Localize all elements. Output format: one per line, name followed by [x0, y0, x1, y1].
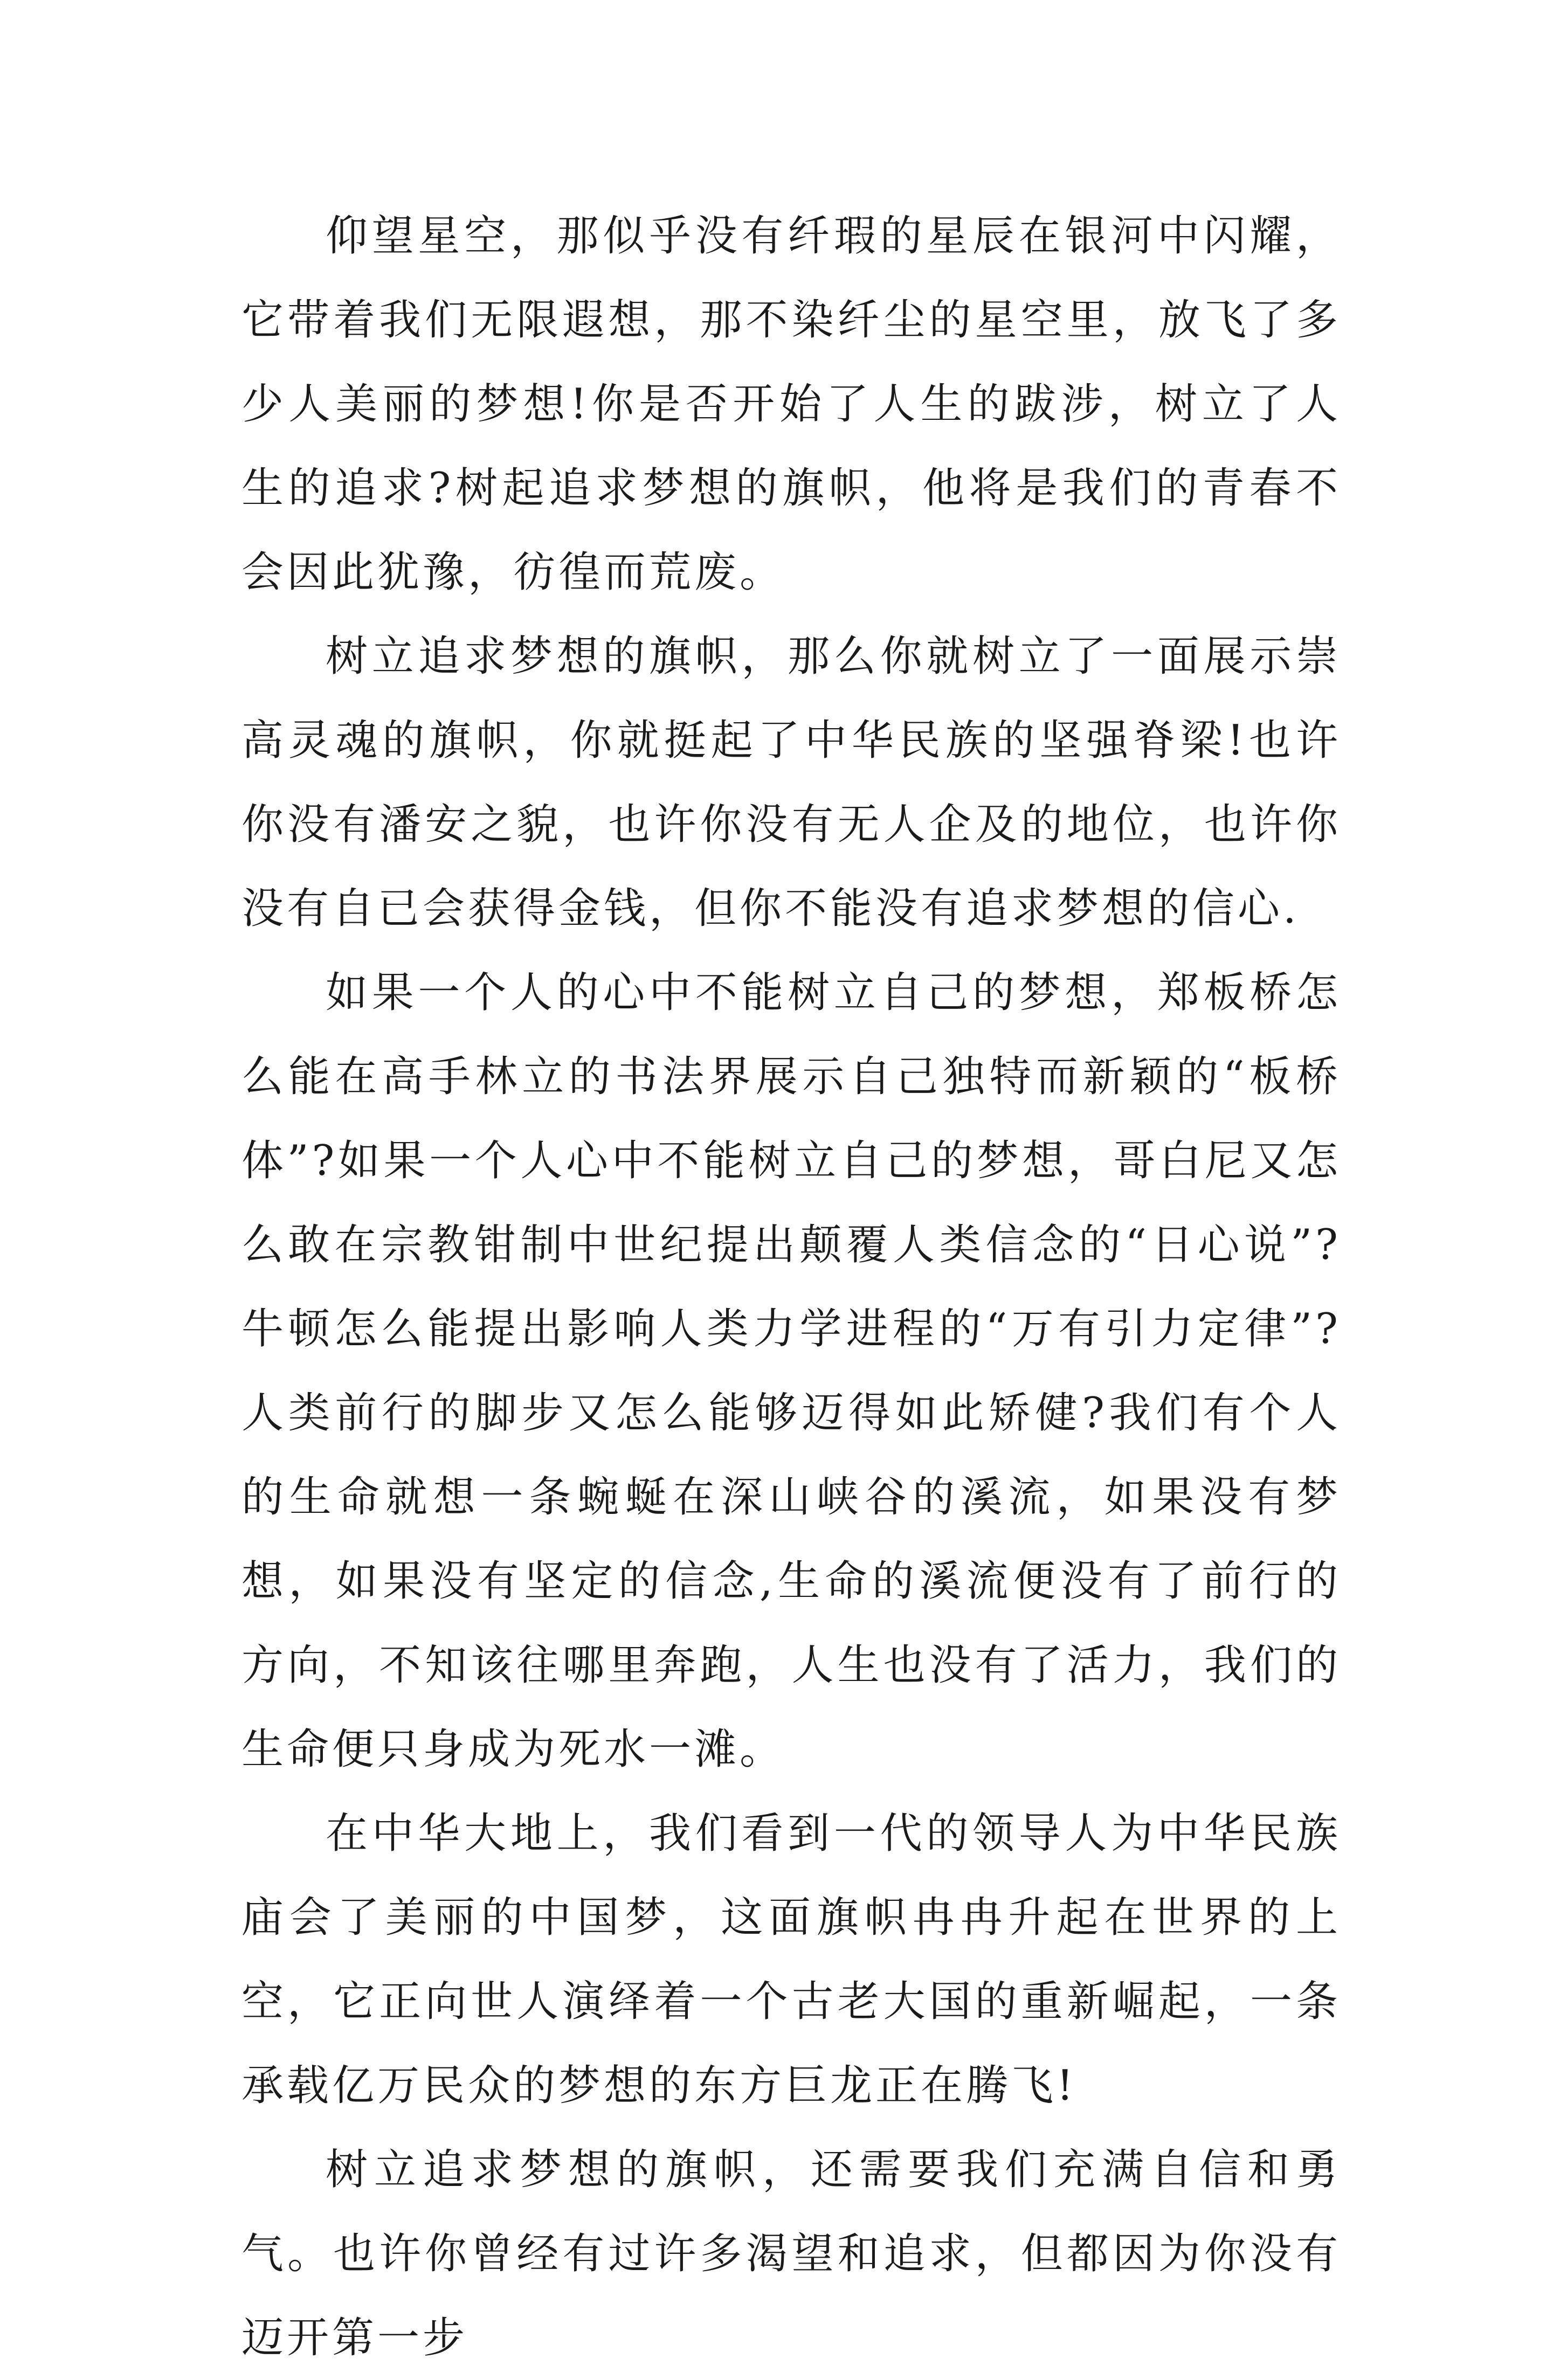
paragraph-4: 在中华大地上，我们看到一代的领导人为中华民族庙会了美丽的中国梦，这面旗帜冉冉升起在世界的上空，它正向世人演绎着一个古老大国的重新崛起，一条承载亿万民众的梦想的东方巨龙正在腾飞! — [241, 1809, 1341, 2110]
paragraph-5: 树立追求梦想的旗帜，还需要我们充满自信和勇气。也许你曾经有过许多渴望和追求，但都因为你没有迈开第一步 — [241, 2146, 1341, 2362]
paragraph-3: 如果一个人的心中不能树立自己的梦想，郑板桥怎么能在高手林立的书法界展示自己独特而新颖的“板桥体”?如果一个人心中不能树立自己的梦想，哥白尼又怎么敢在宗教钳制中世纪提出颠覆人类信念的“日心说”?牛顿怎么能提出影响人类力学进程的“万有引力定律”?人类前行的脚步又怎么能够迈得如此矫健?我们有个人的生命就想一条蜿蜒在深山峡谷的溪流，如果没有梦想，如果没有坚定的信念,生命的溪流便没有了前行的方向，不知该往哪里奔跑，人生也没有了活力，我们的生命便只身成为死水一滩。 — [241, 968, 1341, 1774]
document-body — [241, 194, 1341, 2380]
paragraph-1: 仰望星空，那似乎没有纤瑕的星辰在银河中闪耀，它带着我们无限遐想，那不染纤尘的星空里，放飞了多少人美丽的梦想!你是否开始了人生的跋涉，树立了人生的追求?树起追求梦想的旗帜，他将是我们的青春不会因此犹豫，彷徨而荒废。 — [241, 212, 1341, 597]
paragraph-2: 树立追求梦想的旗帜，那么你就树立了一面展示崇高灵魂的旗帜，你就挺起了中华民族的坚强脊梁!也许你没有潘安之貌，也许你没有无人企及的地位，也许你没有自已会获得金钱，但你不能没有追求梦想的信心. — [241, 632, 1341, 933]
